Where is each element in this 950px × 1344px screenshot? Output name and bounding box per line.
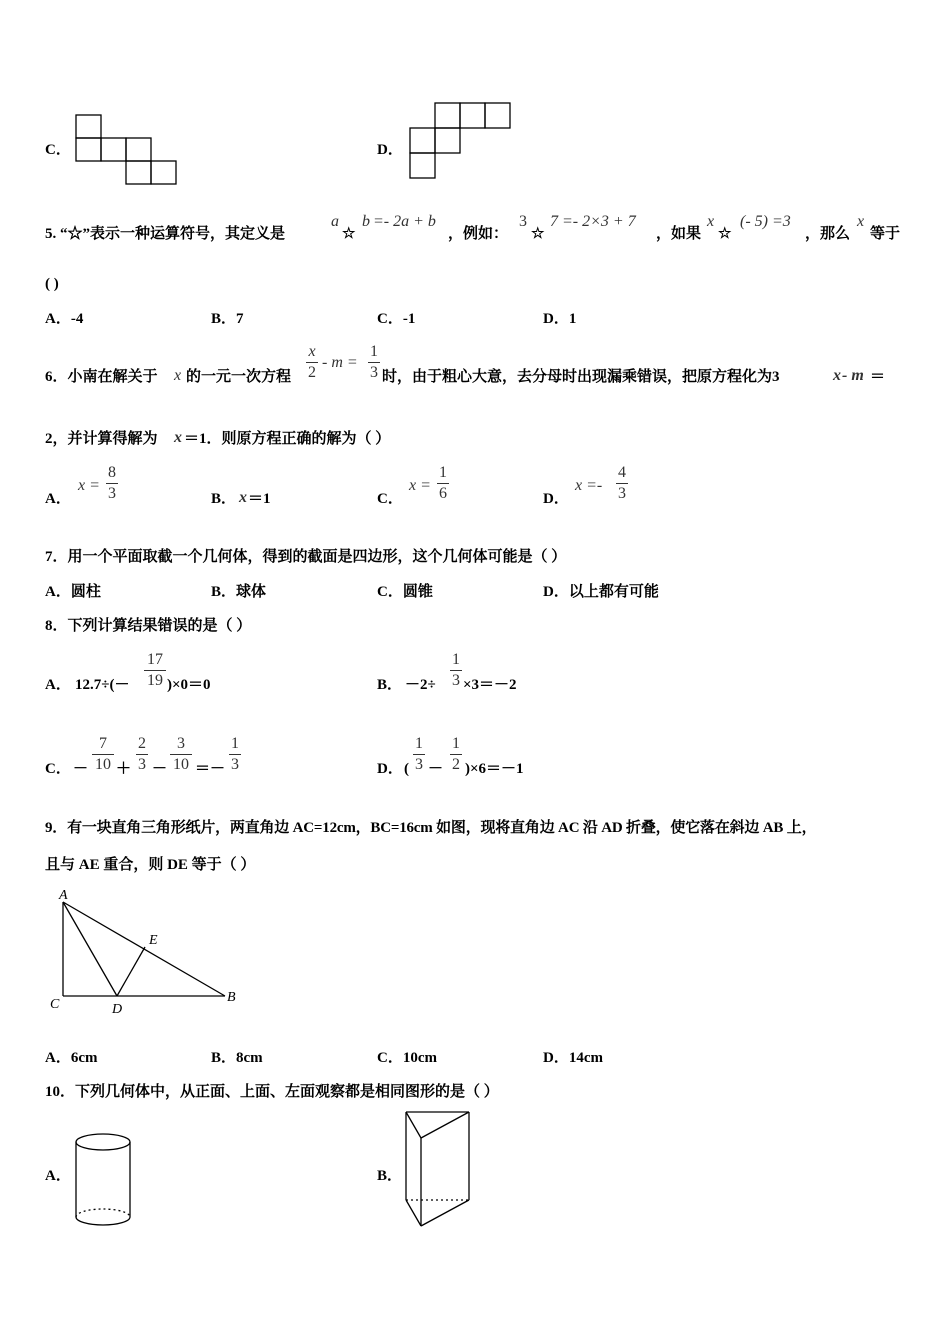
q8-option-d-post: )×6＝－1 — [465, 761, 524, 777]
q6-stem-part-c: 时，由于粗心大意，去分母时出现漏乘错误，把原方程化为3 — [382, 369, 780, 385]
q7-option-a: A．圆柱 — [45, 584, 101, 600]
q8-option-c-sign-4: ＝－ — [195, 761, 226, 777]
q5-example-rhs: 7 =- 2×3 + 7 — [550, 213, 636, 230]
q6-equation-fraction-1-over-3 — [368, 343, 380, 382]
q6-stem-part-a: 6．小南在解关于 — [45, 369, 158, 385]
q6-var-x: x — [174, 367, 182, 384]
q5-stem-end: 等于 — [870, 226, 901, 242]
q6-eq-numerator: x — [308, 343, 316, 360]
q6-option-a-denominator: 3 — [108, 485, 116, 502]
q9-stem-line-2: 且与 AE 重合，则 DE 等于（ ） — [45, 857, 256, 873]
q7-stem: 7．用一个平面取截一个几何体，得到的截面是四边形，这个几何体可能是（ ） — [45, 549, 567, 565]
q9-point-a-label: A — [59, 888, 68, 903]
q5-option-d: D．1 — [543, 311, 577, 327]
q5-def-b: b — [362, 213, 370, 230]
q9-option-a: A．6cm — [45, 1050, 98, 1066]
q6-eq-right-numerator: 1 — [370, 343, 378, 360]
q4-option-d-label: D． — [377, 142, 403, 158]
q10-cylinder-figure — [72, 1132, 136, 1232]
q9-point-b-label: B — [227, 990, 236, 1005]
q8-option-c-fraction-2 — [136, 735, 148, 774]
q8-option-c-fraction-4 — [229, 735, 241, 774]
q5-then-x: x — [857, 213, 865, 230]
q6-eq-denominator: 2 — [308, 364, 316, 381]
q6-stem-c-m: - m — [842, 367, 864, 384]
q8-option-b-denominator: 3 — [452, 672, 460, 689]
q5-option-b: B．7 — [211, 311, 244, 327]
q9-stem-line-1: 9．有一块直角三角形纸片，两直角边 AC=12cm，BC=16cm 如图，现将直角边 AC 沿 AD 折叠，使它落在斜边 AB 上， — [45, 820, 817, 836]
q5-star-symbol-3: ☆ — [718, 226, 732, 242]
q8-option-d-fraction-1 — [413, 735, 425, 774]
q9-option-b: B．8cm — [211, 1050, 263, 1066]
q6-line2-b: ＝1．则原方程正确的解为（ ） — [184, 431, 391, 447]
q9-option-d: D．14cm — [543, 1050, 603, 1066]
q6-option-c-lhs: x = — [409, 477, 431, 494]
q8-option-a-pre: 12.7÷(－ — [75, 677, 130, 693]
q8-option-c-sign-3: － — [152, 761, 168, 777]
q8-c-num-3: 3 — [177, 735, 185, 752]
q8-d-den-2: 2 — [452, 756, 460, 773]
q8-option-a-label: A． — [45, 677, 71, 693]
q8-c-den-3: 10 — [173, 756, 189, 773]
q8-d-den-1: 3 — [415, 756, 423, 773]
q6-option-a-lhs: x = — [78, 477, 100, 494]
q6-option-d-label: D． — [543, 491, 569, 507]
q8-d-num-2: 1 — [452, 735, 460, 752]
q5-stem-start: 5. “☆”表示一种运算符号，其定义是 — [45, 226, 286, 242]
q8-option-a-post: )×0＝0 — [167, 677, 211, 693]
q5-def-a: a — [331, 213, 339, 230]
q5-option-c: C．-1 — [377, 311, 416, 327]
q5-star-symbol: ☆ — [342, 226, 356, 242]
q9-fold-ad — [63, 902, 117, 996]
q5-then-text: ，那么 — [805, 226, 851, 242]
q6-option-c-fraction — [437, 464, 449, 503]
q6-line2-a: 2，并计算得解为 — [45, 431, 158, 447]
q6-option-c-denominator: 6 — [439, 485, 447, 502]
q6-option-b-label: B． — [211, 491, 237, 507]
q4-option-c-net-figure — [75, 114, 180, 186]
q6-stem-c-x: x — [833, 367, 841, 384]
q8-option-d-minus: － — [428, 761, 444, 777]
q8-c-den-2: 3 — [138, 756, 146, 773]
q8-option-c-fraction-3 — [170, 735, 192, 774]
q6-option-c-numerator: 1 — [439, 464, 447, 481]
q5-if-rhs: (- 5) =3 — [740, 213, 791, 230]
q5-answer-paren: ( ) — [45, 276, 59, 292]
q5-def-rhs: =- 2a + b — [373, 213, 436, 230]
q8-option-c-fraction-1 — [92, 735, 114, 774]
q8-option-a-fraction — [144, 651, 166, 690]
q8-option-d-fraction-2 — [450, 735, 462, 774]
q7-option-d: D．以上都有可能 — [543, 584, 659, 600]
q8-c-num-2: 2 — [138, 735, 146, 752]
q9-point-d-label: D — [112, 1002, 123, 1017]
q8-option-c-sign-1: － — [73, 761, 89, 777]
q6-option-a-numerator: 8 — [108, 464, 116, 481]
q8-option-a-numerator: 17 — [147, 651, 163, 668]
q8-option-c-label: C． — [45, 761, 71, 777]
q8-option-c-sign-2: ＋ — [116, 761, 132, 777]
q9-option-c: C．10cm — [377, 1050, 437, 1066]
q8-option-d-label: D． — [377, 761, 403, 777]
q9-point-c-label: C — [50, 997, 60, 1012]
q8-c-den-4: 3 — [231, 756, 239, 773]
q6-option-d-lhs: x =- — [575, 477, 603, 494]
q6-equation-fraction-x-over-2 — [306, 343, 318, 382]
q8-option-b-fraction — [450, 651, 462, 690]
q8-option-b-pre: －2÷ — [405, 677, 436, 693]
q6-stem-c-eq: ＝ — [870, 369, 886, 385]
q10-option-b-label: B． — [377, 1168, 403, 1184]
q6-stem-part-b: 的一元一次方程 — [186, 369, 292, 385]
q7-option-c: C．圆锥 — [377, 584, 433, 600]
q8-c-num-1: 7 — [99, 735, 107, 752]
q8-option-b-numerator: 1 — [452, 651, 460, 668]
q5-star-symbol-2: ☆ — [531, 226, 545, 242]
q8-option-a-denominator: 19 — [147, 672, 163, 689]
q5-option-a: A．-4 — [45, 311, 84, 327]
q8-d-num-1: 1 — [415, 735, 423, 752]
q6-option-d-denominator: 3 — [618, 485, 626, 502]
q4-option-d-net-figure — [409, 102, 514, 182]
q4-option-c-label: C． — [45, 142, 71, 158]
q10-option-a-label: A． — [45, 1168, 71, 1184]
q6-option-b-rest: ＝1 — [248, 491, 271, 507]
q6-option-a-label: A． — [45, 491, 71, 507]
q6-option-d-fraction — [616, 464, 628, 503]
q5-example-3: 3 — [519, 213, 527, 230]
q9-segment-de — [117, 947, 145, 996]
q8-option-d-paren: ( — [404, 761, 409, 777]
q9-point-e-label: E — [149, 933, 158, 948]
q8-c-den-1: 10 — [95, 756, 111, 773]
q7-option-b: B．球体 — [211, 584, 267, 600]
q6-option-d-numerator: 4 — [618, 464, 626, 481]
q8-option-b-label: B． — [377, 677, 403, 693]
q5-example-text: ，例如： — [448, 226, 509, 242]
q8-c-num-4: 1 — [231, 735, 239, 752]
q5-if-text: ，如果 — [656, 226, 702, 242]
q10-stem: 10．下列几何体中，从正面、上面、左面观察都是相同图形的是（ ） — [45, 1084, 499, 1100]
q6-option-c-label: C． — [377, 491, 403, 507]
q6-line2-x: x — [174, 429, 182, 446]
q6-eq-right-denominator: 3 — [370, 364, 378, 381]
q10-triangular-prism-figure — [402, 1108, 477, 1233]
q6-option-b-x: x — [239, 489, 247, 506]
q8-option-b-post: ×3＝－2 — [463, 677, 517, 693]
q6-option-a-fraction — [106, 464, 118, 503]
q6-eq-middle: - m = — [322, 354, 358, 371]
q8-stem: 8．下列计算结果错误的是（ ） — [45, 618, 252, 634]
q5-if-x: x — [707, 213, 715, 230]
q9-triangle-figure — [45, 884, 245, 1019]
